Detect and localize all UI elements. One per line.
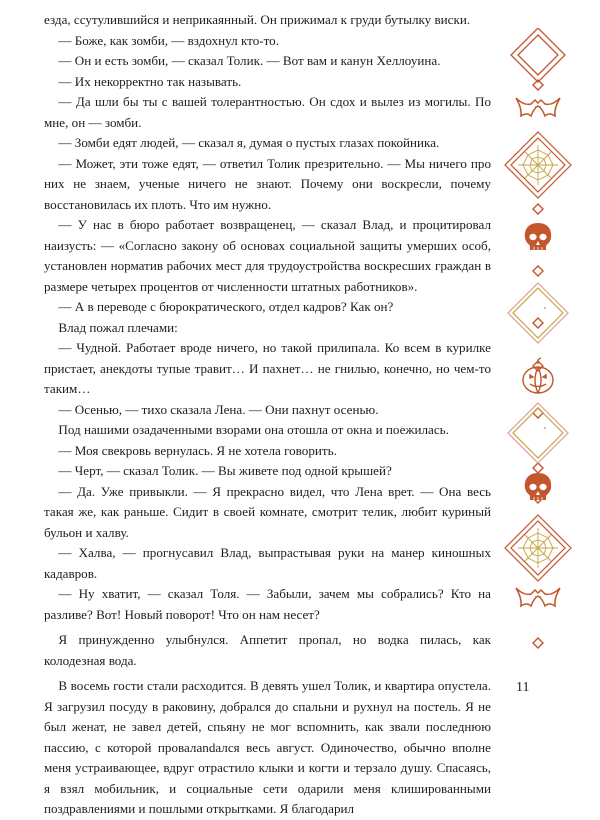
main-text — [44, 10, 491, 820]
small-diamond-icon — [533, 204, 543, 214]
paragraph: Я принужденно улыбнулся. Аппетит пропал, но водка пилась, как колодезная вода. — [44, 632, 491, 668]
page-number: 11 — [516, 680, 530, 695]
paragraph: езда, ссутулившийся и неприкаянный. Он прижимал к груди бутылку виски. — [44, 12, 471, 27]
paragraph: — Он и есть зомби, — сказал Толик. — Вот вам и канун Хеллоуина. — [58, 53, 441, 68]
small-diamond-icon — [533, 266, 543, 276]
paragraph: — Да шли бы ты с вашей толерантностью. Он сдох и вылез из могилы. По мне, он — зомби. — [44, 94, 491, 130]
paragraph: — Моя свекровь вернулась. Я не хотела говорить. — [58, 442, 337, 458]
skull-icon — [525, 223, 551, 250]
paragraph: — А в переводе с бюрократического, отдел кадров? Как он? — [58, 299, 394, 314]
paragraph: Под нашими озадаченными взорами она отошла от окна и поежилась. — [58, 422, 449, 437]
paragraph: — Осенью, — тихо сказала Лена. — Они пахнут осенью. — [58, 401, 379, 417]
skull-icon — [525, 473, 551, 500]
small-diamond-icon — [533, 638, 543, 648]
bat-icon — [516, 98, 560, 116]
small-diamond-icon — [533, 408, 543, 418]
bat-eye-icon — [535, 596, 537, 598]
paragraph: — Их некорректно так называть. — [58, 73, 242, 89]
paragraph: — Ну хватит, — сказал Толя. — Забыли, зачем мы собрались? Кто на разливе? Вот! Новый поворот! Что он нам несет? — [44, 586, 491, 622]
ornament-strip — [503, 28, 573, 668]
paragraph: — Чудной. Работает вроде ничего, но такой прилипала. Ко всем в курилке пристает, анекдоты тупые травит… И пахнет… не гнилью, конечно, но чем-то таким… — [44, 340, 491, 396]
diamond-frame-icon — [511, 28, 565, 82]
pumpkin-icon — [523, 358, 553, 393]
spiderweb-icon — [505, 515, 571, 581]
paragraph: В восемь гости стали расходится. В девять ушел Толик, и квартира опустела. Я загрузил посуду в раковину, добрался до спальни и рухнул на постель. Я не был женат, не завел детей, спьяну не мог вспомнить, как звали последнюю пассию, с которой провалandался весь август. Одиночество, обычно вполне меня устраивающее, вдруг отрастило клыки и когти и терзало душу. Спасаясь, я взял мобильник, и социальные сети одарили меня клишированными поздравлениями и пошлыми открытками. Я благодарил — [44, 678, 491, 816]
paragraph: — Может, эти тоже едят, — ответил Толик презрительно. — Мы ничего про них не знаем, ученые ничего не знают. Почему они воскресли, почему восстановилась их плоть. Что им нужно. — [44, 155, 491, 212]
paragraph: — Да. Уже привыкли. — Я прекрасно видел, что Лена врет. — Она весь такая же, как раньше. Сидит в своей комнате, смотрит телик, любит куриный бульон и халву. — [44, 483, 491, 540]
paragraph: — Халва, — прогнусавил Влад, выпрастывая руки на манер киношных кадавров. — [44, 545, 491, 581]
small-diamond-icon — [533, 463, 543, 473]
paragraph: — Боже, как зомби, — вздохнул кто-то. — [58, 32, 279, 48]
paragraph: — Зомби едят людей, — сказал я, думая о пустых глазах покойника. — [58, 135, 440, 150]
bat-icon — [516, 588, 560, 606]
bat-eye-icon — [535, 106, 537, 108]
bat-eye-icon — [539, 106, 541, 108]
paragraph: — У нас в бюро работает возвращенец, — сказал Влад, и процитировал наизусть: — «Согласно закону об основах социальной защиты умерших особ, установлен норматив рабочих мест для трудоустройства воскресших граждан в размере четырех процентов от численности штатных работников». — [44, 217, 491, 294]
bat-eye-icon — [539, 596, 541, 598]
moon-icon — [508, 283, 568, 343]
paragraph: Влад пожал плечами: — [58, 319, 178, 335]
moon-icon — [508, 403, 568, 463]
small-diamond-icon — [533, 318, 543, 328]
spiderweb-icon — [505, 132, 571, 198]
paragraph: — Черт, — сказал Толик. — Вы живете под одной крышей? — [58, 463, 392, 478]
